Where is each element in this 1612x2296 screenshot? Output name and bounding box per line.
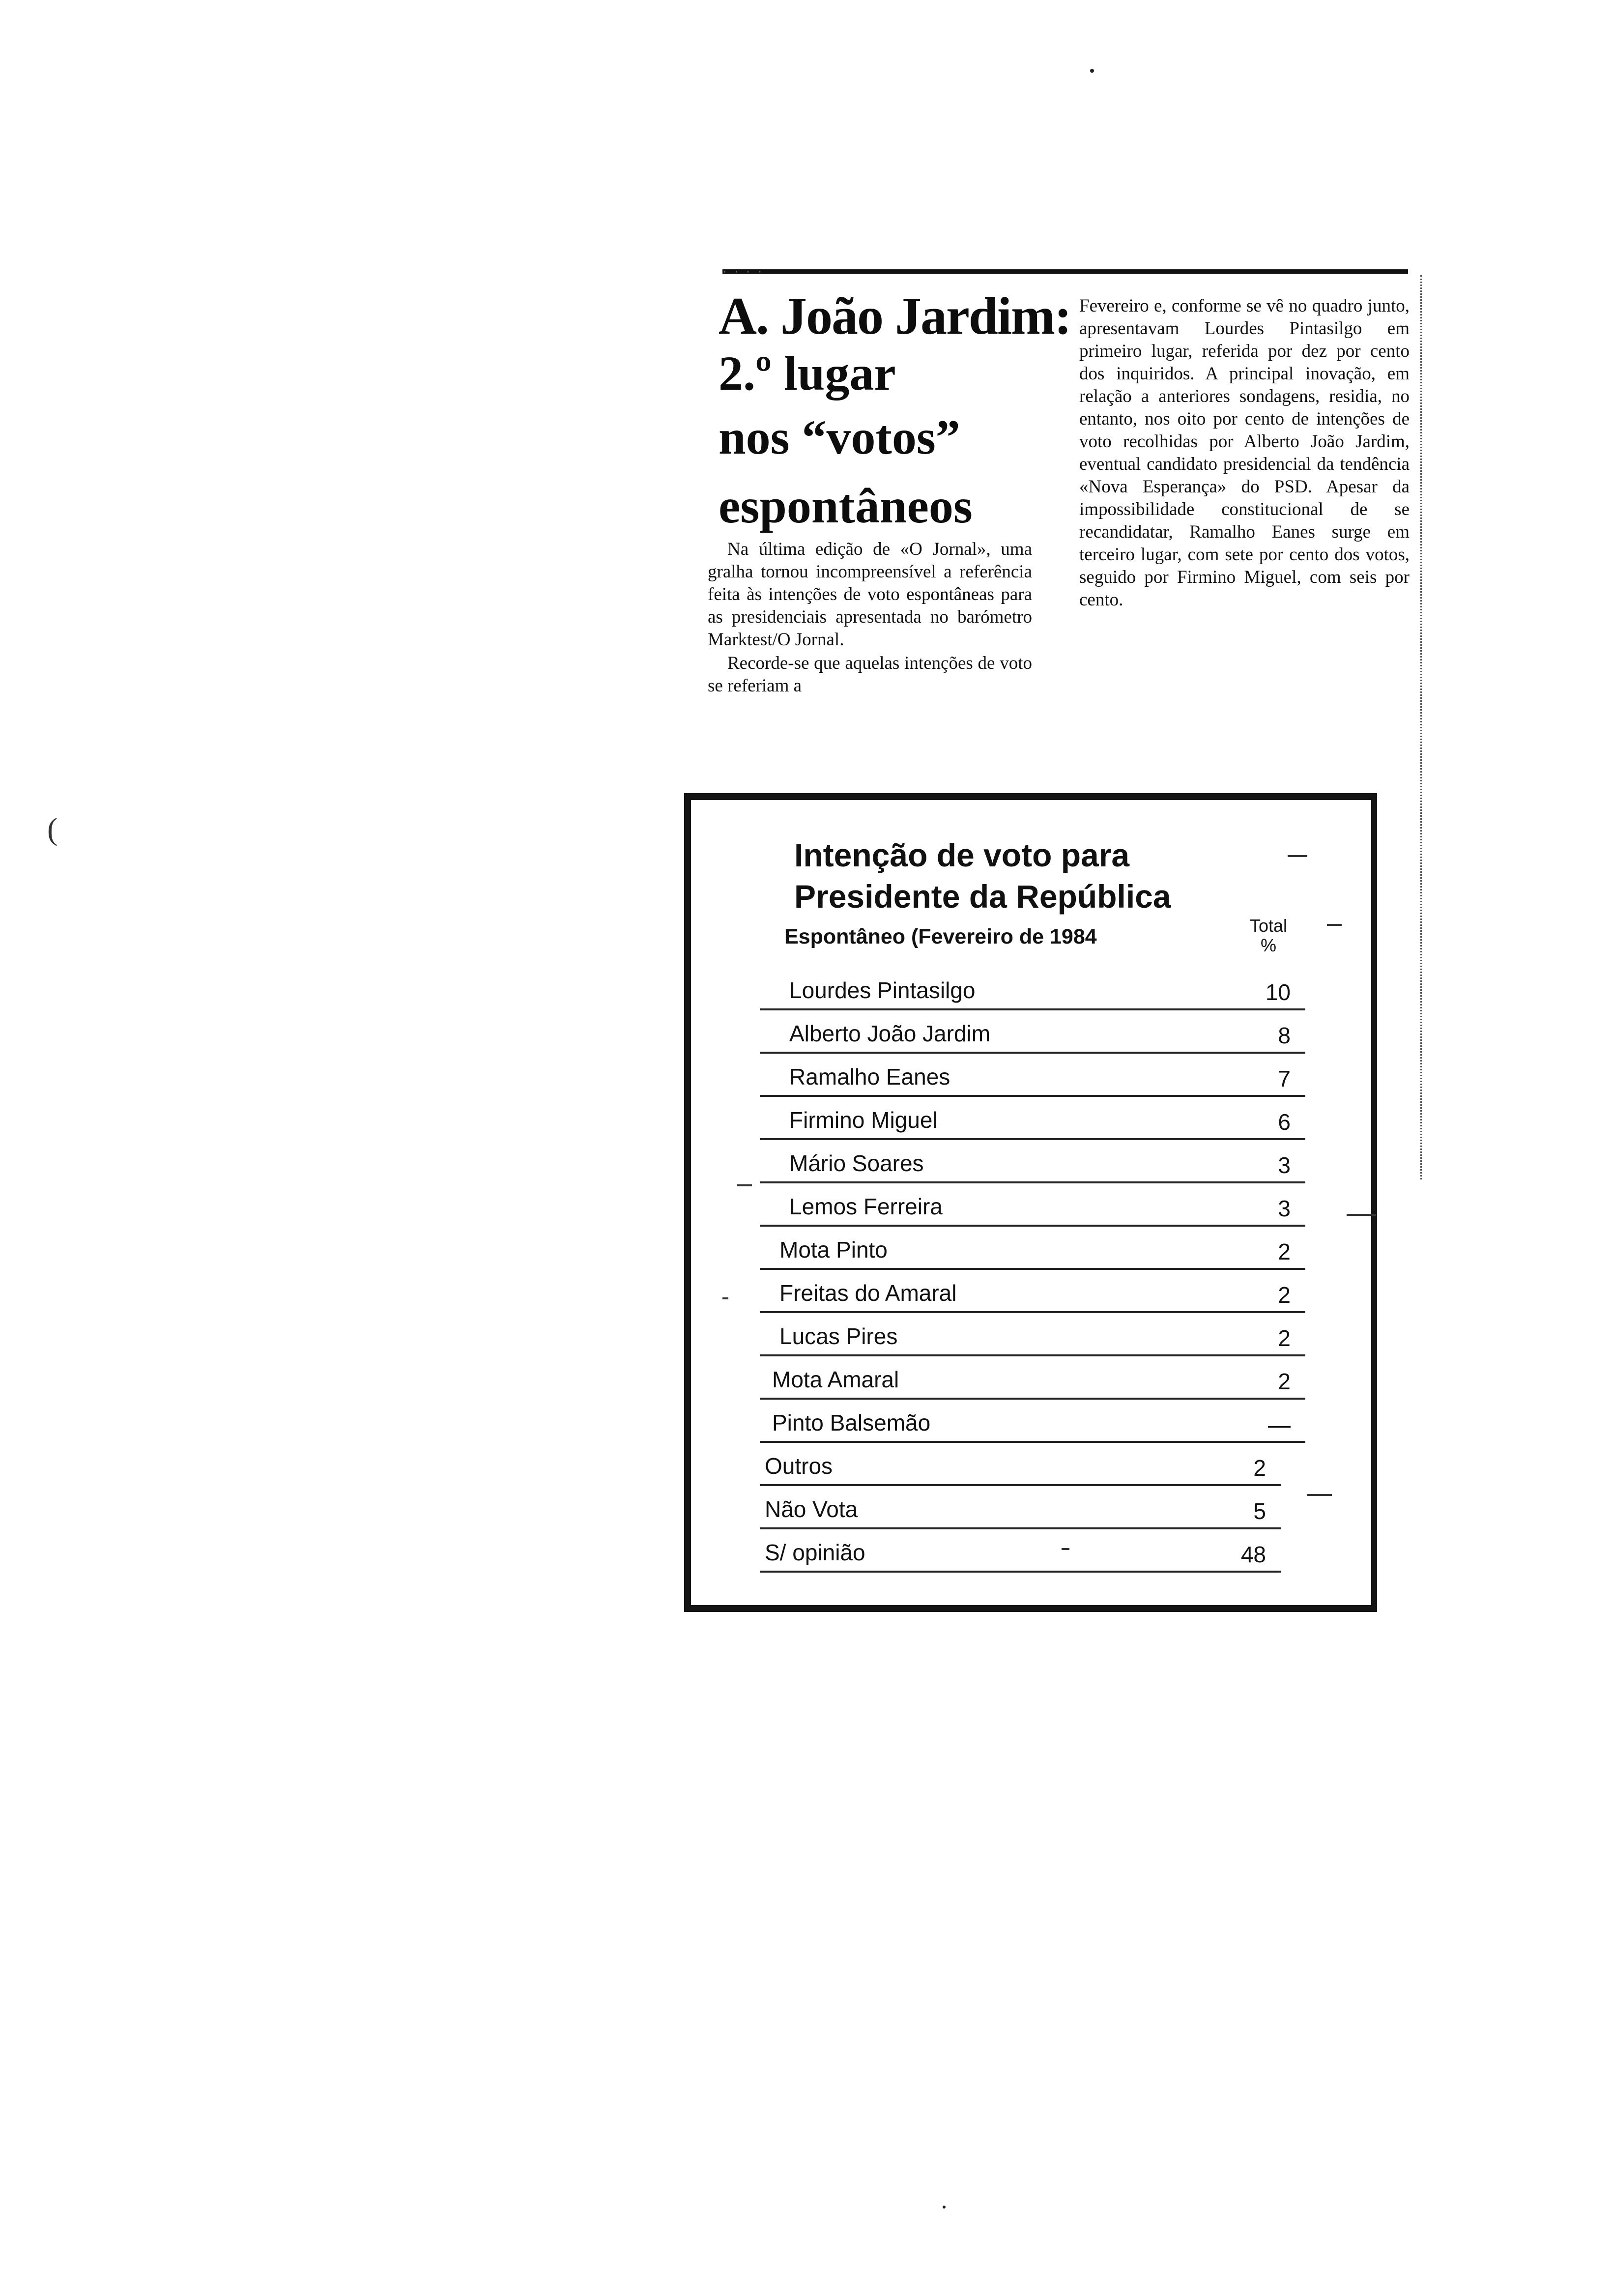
column-header-label: Total	[1249, 916, 1288, 936]
candidate-name: Alberto João Jardim	[789, 1021, 991, 1046]
headline-line: nos “votos”	[719, 410, 960, 464]
candidate-name: Lourdes Pintasilgo	[789, 977, 976, 1003]
scan-speck	[1327, 924, 1342, 926]
vote-percent: 8	[1278, 1023, 1291, 1048]
candidate-name: Ramalho Eanes	[789, 1064, 950, 1090]
table-rows	[760, 967, 1305, 1573]
candidate-name: Pinto Balsemão	[772, 1410, 931, 1435]
candidate-name: Lemos Ferreira	[789, 1194, 943, 1219]
table-title	[794, 834, 1335, 917]
table-row	[760, 1400, 1305, 1443]
vote-percent: 5	[1253, 1498, 1266, 1524]
margin-mark: (	[47, 811, 58, 846]
paragraph: Na última edição de «O Jornal», uma gralha tornou incompreensível a referência feita às intenções de voto espontâneas para as presidenciais apresentada no barómetro Marktest/O Jornal.	[708, 539, 1032, 650]
headline	[719, 287, 1072, 541]
vote-percent: 2	[1278, 1282, 1291, 1308]
candidate-name: Mota Amaral	[772, 1367, 899, 1392]
scan-speck	[1307, 1494, 1332, 1496]
table-row	[760, 1010, 1305, 1054]
vote-percent: 3	[1278, 1196, 1291, 1221]
candidate-name: S/ opinião	[765, 1540, 865, 1565]
candidate-name: Não Vota	[765, 1496, 858, 1522]
table-row	[760, 967, 1305, 1010]
scan-speck	[722, 1297, 728, 1299]
table-subtitle: Espontâneo (Fevereiro de 1984	[784, 925, 1097, 948]
paragraph: Fevereiro e, conforme se vê no quadro junto, apresentavam Lourdes Pintasilgo em primeiro lugar, referida por dez por cento dos inquiridos. A principal inovação, em relação a anteriores sondagens, residia, no entanto, nos oito por cento de intenções de voto recolhidas por Alberto João Jardim, eventual candidato presidencial da tendência «Nova Esperança» do PSD. Apesar da impossibilidade constitucional de se recandidatar, Ramalho Eanes surge em terceiro lugar, com sete por cento dos votos, seguido por Firmino Miguel, com seis por cento.	[1079, 296, 1410, 610]
table-row	[760, 1486, 1281, 1529]
clipping-edge	[1420, 275, 1423, 1179]
table-row	[760, 1140, 1305, 1183]
headline-line: A. João Jardim:	[719, 287, 1071, 345]
column-header	[1241, 916, 1295, 955]
headline-line: espontâneos	[719, 479, 973, 533]
table-row	[760, 1227, 1305, 1270]
candidate-name: Mota Pinto	[779, 1237, 888, 1263]
table-row	[760, 1443, 1281, 1486]
candidate-name: Mário Soares	[789, 1150, 924, 1176]
vote-percent: 2	[1278, 1369, 1291, 1394]
table-row	[760, 1270, 1305, 1313]
table-row	[760, 1054, 1305, 1097]
vote-percent: 6	[1278, 1109, 1291, 1135]
poll-table-box	[684, 793, 1377, 1612]
kicker: · · · ·	[722, 263, 764, 278]
table-row	[760, 1356, 1305, 1400]
paragraph: Recorde-se que aquelas intenções de voto se referiam a	[708, 653, 1032, 696]
candidate-name: Lucas Pires	[779, 1323, 898, 1349]
table-row	[760, 1097, 1305, 1140]
vote-percent: 2	[1278, 1239, 1291, 1264]
vote-percent: 2	[1278, 1325, 1291, 1351]
body-column-right	[1079, 295, 1410, 611]
candidate-name: Freitas do Amaral	[779, 1280, 957, 1306]
vote-percent: 48	[1240, 1542, 1266, 1567]
vote-percent: 2	[1253, 1455, 1266, 1481]
vote-percent: 7	[1278, 1066, 1291, 1091]
vote-percent: 3	[1278, 1152, 1291, 1178]
scan-speck	[737, 1184, 752, 1186]
vote-percent: —	[1268, 1412, 1291, 1437]
stray-dot	[943, 2206, 946, 2209]
body-column-left	[708, 538, 1032, 697]
scan-speck	[1062, 1548, 1069, 1550]
table-row	[760, 1529, 1281, 1573]
table-title-line: Presidente da República	[794, 878, 1171, 915]
table-row	[760, 1183, 1305, 1227]
column-header-unit: %	[1260, 935, 1276, 955]
scan-speck	[1288, 855, 1307, 857]
candidate-name: Outros	[765, 1453, 833, 1479]
table-row	[760, 1313, 1305, 1356]
headline-line: 2.º lugar	[719, 346, 896, 401]
candidate-name: Firmino Miguel	[789, 1107, 938, 1133]
vote-percent: 10	[1265, 979, 1291, 1005]
scan-speck	[1347, 1214, 1376, 1216]
stray-dot	[1090, 69, 1094, 73]
table-title-line: Intenção de voto para	[794, 837, 1130, 873]
